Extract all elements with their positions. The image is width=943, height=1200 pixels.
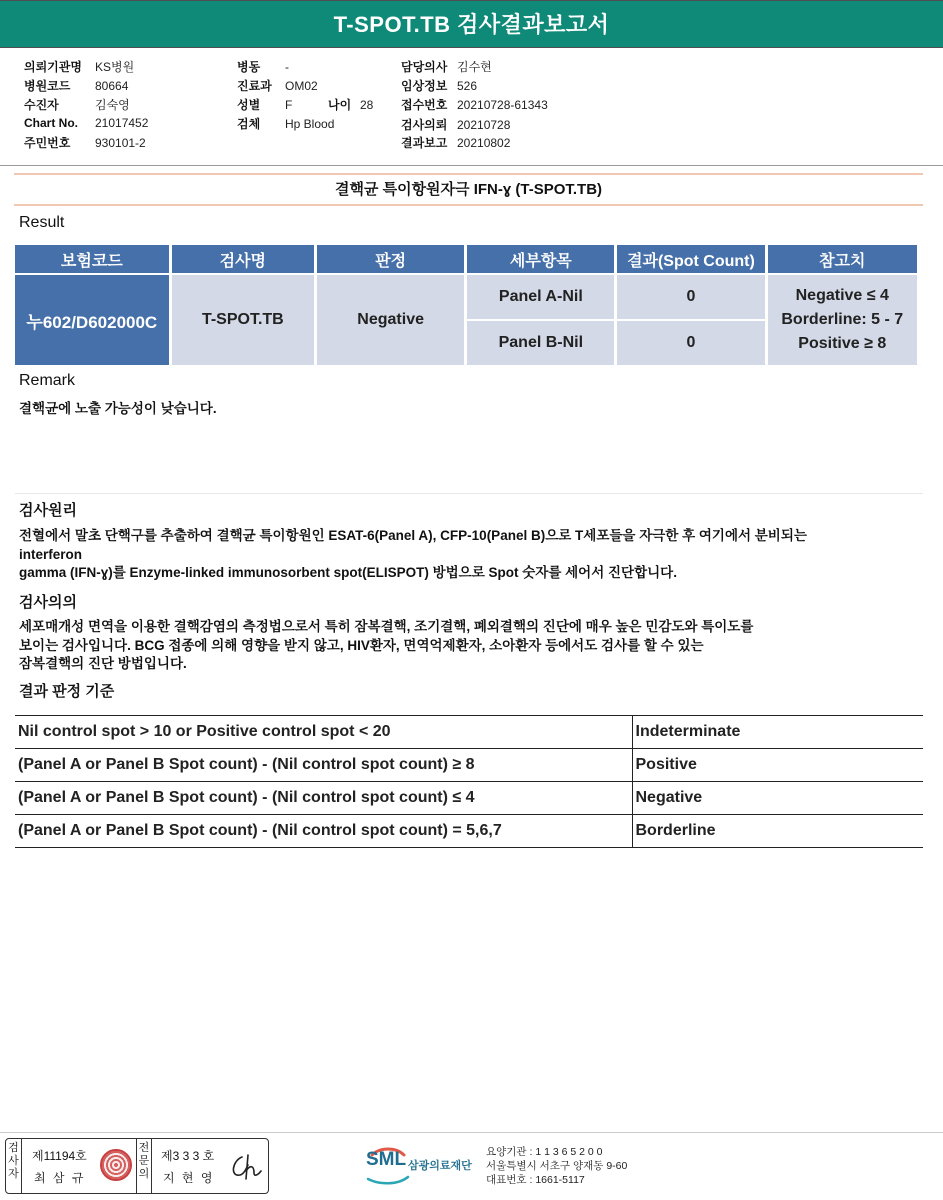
result-label: Result [19,214,65,231]
criteria-result: Positive [632,749,923,782]
report-title: T-SPOT.TB 검사결과보고서 [0,0,943,48]
info-row [237,77,318,94]
col-header-spot-count: 결과(Spot Count) [617,245,764,273]
reference-line: Positive ≥ 8 [798,335,887,352]
info-label: 주민번호 [24,136,71,150]
spot-count: 0 [617,321,764,365]
signer1-license: 제11194호 [32,1149,87,1163]
info-label: 임상정보 [401,79,448,93]
info-label: 나이 [328,98,352,112]
info-label: 성별 [237,98,261,112]
remark-label: Remark [19,372,76,389]
table-row [15,275,917,319]
info-label: 병동 [237,60,261,74]
criteria-condition: Nil control spot > 10 or Positive control spot < 20 [15,716,632,749]
info-value: OM02 [285,79,318,93]
address-line: 요양기관 : 1 1 3 6 5 2 0 0 [486,1146,603,1158]
divider [0,165,943,166]
principle-text [19,527,899,583]
info-row [401,96,548,113]
info-value: 526 [457,79,478,93]
col-header-insurance-code: 보험코드 [15,245,169,273]
criteria-condition: (Panel A or Panel B Spot count) - (Nil control spot count) ≤ 4 [15,782,632,815]
criteria-result: Borderline [632,815,923,848]
significance-line: 잠복결핵의 진단 방법입니다. [19,656,187,671]
principle-line: gamma (IFN-ɣ)를 Enzyme-linked immunosorbent spot(ELISPOT) 방법으로 Spot 숫자를 세어서 진단합니다. [19,565,677,580]
sub-item: Panel B-Nil [467,321,614,365]
address-line: 대표번호 : 1661-5117 [486,1174,585,1186]
info-label: 수진자 [24,98,59,112]
col-header-reference: 참고치 [768,245,917,273]
footer [0,1132,943,1200]
address-line: 서울특별시 서초구 양재동 9-60 [486,1160,628,1172]
info-value: 930101-2 [95,136,146,150]
criteria-table [15,715,923,848]
info-row [24,116,148,130]
info-value: 20210728-61343 [457,98,548,112]
info-label: 접수번호 [401,98,448,112]
patient-info [0,56,943,162]
table-row [15,749,923,782]
signer2-license: 제3 3 3 호 [161,1149,215,1163]
info-value: KS병원 [95,60,135,74]
seal-stamp [100,1149,132,1181]
info-label: 검사의뢰 [401,118,448,132]
info-label: 담당의사 [401,60,448,74]
table-row [15,782,923,815]
principle-line: interferon [19,546,83,562]
info-row [401,116,510,133]
table-row [15,716,923,749]
principle-label: 검사원리 [19,502,77,519]
reference-values [768,275,917,365]
result-header-row [15,245,917,273]
significance-label: 검사의의 [19,594,77,611]
judgement-value: Negative [317,275,464,365]
signer1-label: 검사자 [6,1139,22,1193]
info-row [237,96,292,113]
signature-box [5,1138,269,1194]
info-value: F [285,98,293,112]
signer1-name: 최 삼 규 [34,1171,86,1185]
info-row [401,77,477,94]
info-row [24,77,128,94]
info-label: 검체 [237,117,261,131]
info-label: 결과보고 [401,136,448,150]
remark-text: 결핵균에 노출 가능성이 낮습니다. [19,401,217,416]
info-value: 80664 [95,79,129,93]
reference-line: Borderline: 5 - 7 [781,311,904,328]
info-value: 김숙영 [95,98,130,112]
handwritten-signature [228,1151,264,1183]
info-value: 28 [360,98,374,112]
org-abbrev: SML [366,1149,407,1170]
info-row [24,58,134,75]
table-row [15,815,923,848]
insurance-code: 누602/D602000C [15,275,169,365]
test-name: T-SPOT.TB [172,275,314,365]
criteria-result: Indeterminate [632,716,923,749]
info-label: 의뢰기관명 [24,60,82,74]
info-row [401,58,492,75]
col-header-test-name: 검사명 [172,245,314,273]
section-title: 결핵균 특이항원자극 IFN-ɣ (T-SPOT.TB) [14,173,923,206]
info-value: Hp Blood [285,117,335,131]
info-row [237,58,289,75]
result-table [12,243,920,367]
principle-line: 전혈에서 말초 단핵구를 추출하여 결핵균 특이항원인 ESAT-6(Panel A), CFP-10(Panel B)으로 T세포들을 자극한 후 여기에서 분비되는 [19,528,807,543]
criteria-label: 결과 판정 기준 [19,683,115,700]
remark-box [15,366,923,494]
col-header-sub-item: 세부항목 [467,245,614,273]
sub-item: Panel A-Nil [467,275,614,319]
info-value: 김수현 [457,60,492,74]
col-header-judgement: 판정 [317,245,464,273]
info-label: Chart No. [24,116,78,130]
info-row [24,134,146,151]
info-label: 진료과 [237,79,272,93]
info-value: 20210728 [457,118,511,132]
signer2-label: 전문의 [136,1139,152,1193]
significance-text [19,618,899,674]
info-label: 병원코드 [24,79,71,93]
significance-line: 보이는 검사입니다. BCG 접종에 의해 영향을 받지 않고, HIV환자, 면역억제환자, 소아환자 등에서도 검사를 할 수 있는 [19,637,704,653]
info-row [24,96,130,113]
org-address [486,1145,627,1187]
signer2-name: 지 현 영 [163,1171,215,1185]
info-value: 21017452 [95,116,149,130]
criteria-condition: (Panel A or Panel B Spot count) - (Nil control spot count) ≥ 8 [15,749,632,782]
spot-count: 0 [617,275,764,319]
criteria-result: Negative [632,782,923,815]
info-row [237,115,334,132]
info-value: 20210802 [457,136,511,150]
significance-line: 세포매개성 면역을 이용한 결핵감염의 측정법으로서 특히 잠복결핵, 조기결핵, 폐외결핵의 진단에 매우 높은 민감도와 특이도를 [19,619,754,634]
reference-line: Negative ≤ 4 [795,287,889,304]
criteria-condition: (Panel A or Panel B Spot count) - (Nil control spot count) = 5,6,7 [15,815,632,848]
info-row [401,134,510,151]
info-row-age [328,96,373,113]
info-value: - [285,60,289,74]
org-name: 삼광의료재단 [408,1160,472,1172]
